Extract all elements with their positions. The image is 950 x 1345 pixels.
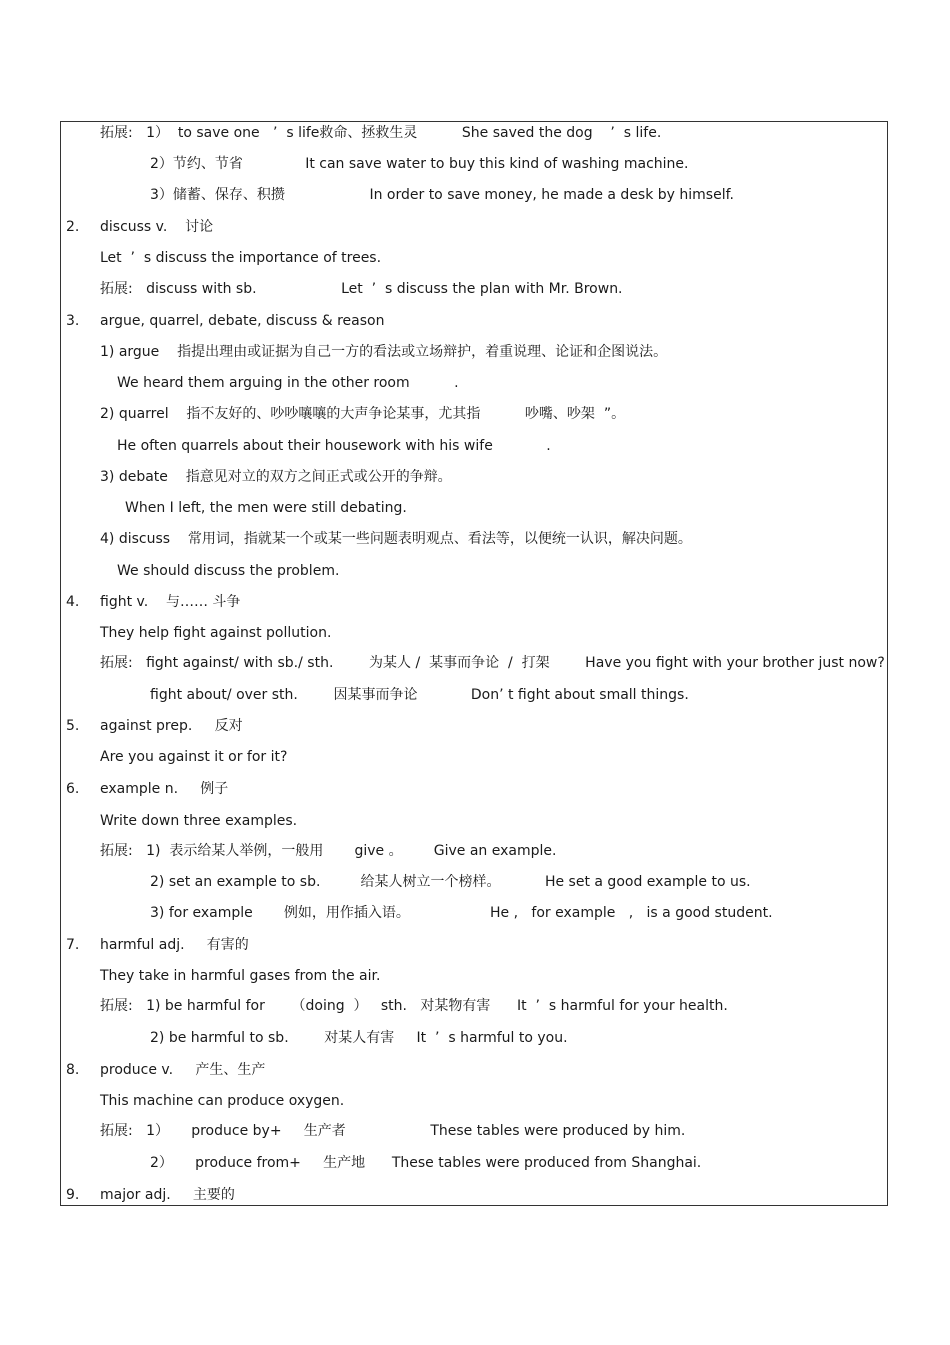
text-line: 1) argue 指提出理由或证据为自己一方的看法或立场辩护，着重说理、论证和企图说法。 [100,344,668,360]
text-line: 2) quarrel 指不友好的、吵吵嚷嚷的大声争论某事，尤其指 吵嘴、吵架 ”。 [100,406,626,422]
text-line: Are you against it or for it? [100,749,288,765]
text-line: Write down three examples. [100,813,298,829]
text-line: 3) for example 例如，用作插入语。 He , for example , is a good student. [150,905,773,921]
text-line: 拓展: fight against/ with sb./ sth. 为某人 / 某事而争论 / 打架 Have you fight with your brother just now? [100,655,885,671]
text-line: He often quarrels about their housework with his wife . [117,438,551,454]
text-line: 2) set an example to sb. 给某人树立一个榜样。 He set a good example to us. [150,874,751,890]
text-line: 拓展: discuss with sb. Let ’ s discuss the plan with Mr. Brown. [100,281,623,297]
entry-heading: produce v. 产生、生产 [100,1062,266,1078]
item-number: 7. [66,937,80,953]
text-line: 2） produce from+ 生产地 These tables were produced from Shanghai. [150,1155,702,1171]
item-number: 8. [66,1062,80,1078]
text-line: We should discuss the problem. [117,563,340,579]
text-line: Let ’ s discuss the importance of trees. [100,250,382,266]
text-line: 3）储蓄、保存、积攒 In order to save money, he made a desk by himself. [150,187,734,203]
text-line: 拓展: 1) 表示给某人举例，一般用 give 。 Give an example. [100,843,557,859]
entry-heading: against prep. 反对 [100,718,243,734]
entry-heading: discuss v. 讨论 [100,219,214,235]
text-line: This machine can produce oxygen. [100,1093,345,1109]
text-line: 2) be harmful to sb. 对某人有害 It ’ s harmful to you. [150,1030,568,1046]
text-line: 2）节约、节省 It can save water to buy this kind of washing machine. [150,156,689,172]
entry-heading: fight v. 与…… 斗争 [100,594,241,610]
text-line: When I left, the men were still debating. [125,500,407,516]
item-number: 2. [66,219,80,235]
text-line: They take in harmful gases from the air. [100,968,381,984]
item-number: 5. [66,718,80,734]
entry-heading: argue, quarrel, debate, discuss & reason [100,313,385,329]
text-line: 拓展: 1） produce by+ 生产者 These tables were produced by him. [100,1123,686,1139]
text-line: 拓展: 1） to save one ’ s life救命、拯救生灵 She saved the dog ’ s life. [100,125,662,141]
entry-heading: example n. 例子 [100,781,229,797]
entry-heading: harmful adj. 有害的 [100,937,249,953]
item-number: 6. [66,781,80,797]
text-line: 4) discuss 常用词，指就某一个或某一些问题表明观点、看法等，以便统一认识，解决问题。 [100,531,692,547]
text-line: They help fight against pollution. [100,625,332,641]
item-number: 4. [66,594,80,610]
text-line: We heard them arguing in the other room . [117,375,459,391]
text-line: fight about/ over sth. 因某事而争论 Don’ t fight about small things. [150,687,689,703]
item-number: 9. [66,1187,80,1203]
item-number: 3. [66,313,80,329]
text-line: 拓展: 1) be harmful for （doing ） sth. 对某物有害 It ’ s harmful for your health. [100,998,728,1014]
entry-heading: major adj. 主要的 [100,1187,235,1203]
text-line: 3) debate 指意见对立的双方之间正式或公开的争辩。 [100,469,452,485]
